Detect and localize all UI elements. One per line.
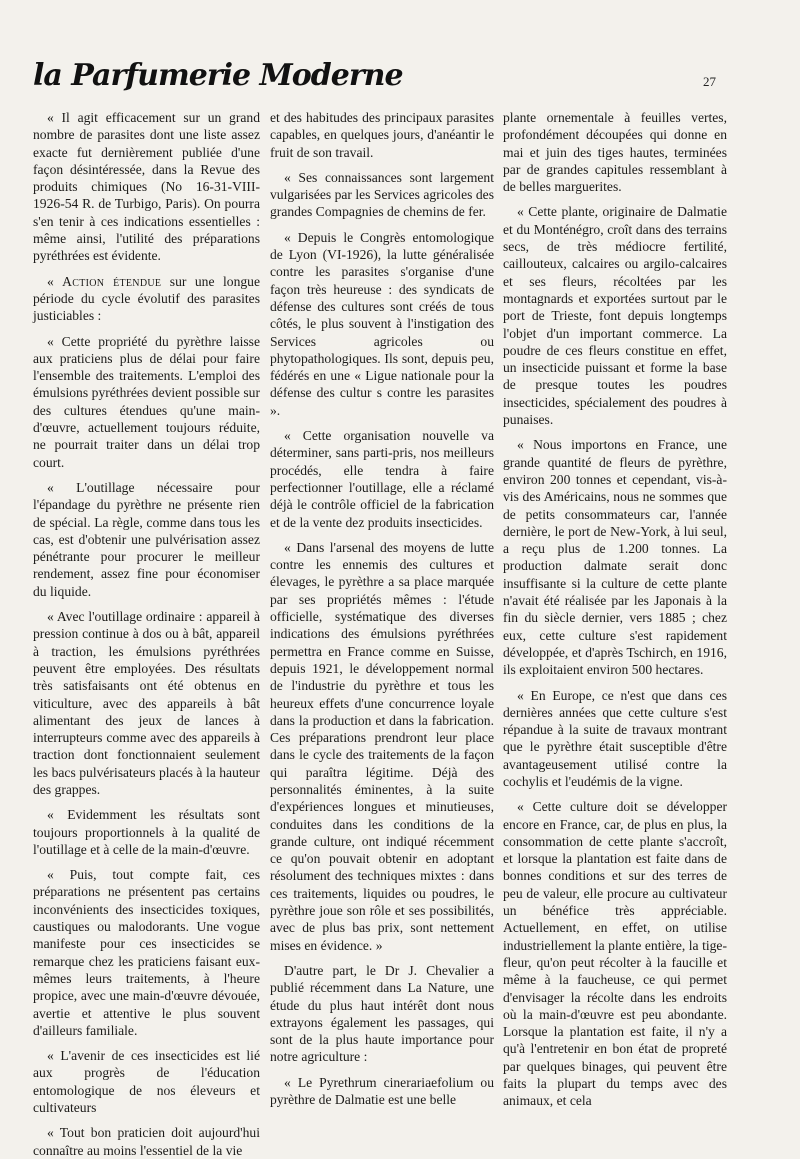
page-number: 27 <box>703 74 716 89</box>
paragraph: « En Europe, ce n'est que dans ces dernières années que cette culture s'est répandue à la suite de travaux montrant que le pyrèthre était susceptible d'être avantageusement utilisé contre la cochylis et l'eudémis de la vigne. <box>503 687 727 789</box>
paragraph-lead: « Action étendue <box>47 273 162 289</box>
paragraph: « Depuis le Congrès entomologique de Lyon (VI-1926), la lutte généralisée contre les parasites s'organise d'une façon très heureuse : des syndicats de défense des cultures sont créés de tous côtés, le plus souvent à l'instigation des Services agricoles ou phytopathologiques. Ils sont, depuis peu, fédérés en une « Ligue nationale pour la défense des cultur s contre les parasites ». <box>270 229 494 418</box>
paragraph: plante ornementale à feuilles vertes, profondément découpées qui donne en mai et juin des tiges hautes, terminées par de grandes capitules ressemblant à de belles marguerites. <box>503 110 727 195</box>
paragraph: « Le Pyrethrum cinerariaefolium ou pyrèthre de Dalmatie est une belle <box>270 1074 494 1108</box>
text-column-2 <box>270 109 494 1108</box>
journal-title: la Parfumerie Moderne <box>33 58 403 93</box>
paragraph: « Tout bon praticien doit aujourd'hui connaître au moins l'essentiel de la vie <box>33 1125 260 1158</box>
paragraph: « Cette plante, originaire de Dalmatie et du Monténégro, croît dans des terrains secs, de très médiocre fertilité, caillouteux, calcaires ou argilo-calcaires et ses fleurs, récoltées par les montagnards et exportées surtout par le port de Trieste, font depuis longtemps l'objet d'un important commerce. La poudre de ces fleurs constitue en effet, un insecticide puissant et forme la base de presque toutes les poudres insecticides, spécialement des poudres à punaises. <box>503 204 727 428</box>
paragraph: D'autre part, le Dr J. Chevalier a publié récemment dans La Nature, une étude du plus haut intérêt dont nous extrayons également les passages, qui sont de la plus haute importance pour notre agriculture : <box>270 962 494 1065</box>
paragraph: « L'avenir de ces insecticides est lié aux progrès de l'éducation entomologique de nos éleveurs et cultivateurs <box>33 1048 260 1116</box>
paragraph: « L'outillage nécessaire pour l'épandage du pyrèthre ne présente rien de spécial. La règle, comme dans tous les cas, est d'obtenir une pulvérisation assez pénétrante pour procurer le meilleur rendement, assez fine pour économiser du liquide. <box>33 479 260 599</box>
paragraph: « Evidemment les résultats sont toujours proportionnels à la qualité de l'outillage et à celle de la main-d'œuvre. <box>33 807 260 857</box>
text-column-3 <box>503 109 727 1110</box>
paragraph-body: sur une longue période du cycle évolutif des parasites justiciables : <box>33 273 260 324</box>
paragraph: et des habitudes des principaux parasites capables, en quelques jours, d'anéantir le fruit de son travail. <box>270 110 494 160</box>
paragraph <box>33 273 260 325</box>
paragraph: « Cette culture doit se développer encore en France, car, de plus en plus, la consommation de cette plante s'accroît, et lorsque la plantation est faite dans de bonnes conditions et sur des terres de peu de valeur, elle procure au cultivateur un bénéfice très appréciable. Actuellement, en effet, on utilise industriellement la plante entière, la tige-fleur, qu'on peut récolter à la faucille et même à la faucheuse, ce qui permet d'envisager la récolte dans les endroits où la main-d'œuvre est peu abondante. Lorsque la plantation est faite, il n'y a qu'à l'entretenir en bon état de propreté par quelques binages, qui peuvent être faits la plupart du temps avec des animaux, et cela <box>503 799 727 1109</box>
paragraph: « Puis, tout compte fait, ces préparations ne présentent pas certains inconvénients des insecticides toxiques, caustiques ou malodorants. Une vogue manifeste pour ces insecticides se remarque chez les praticiens faisant eux-mêmes leurs traitements, à l'heure propice, avec une main-d'œuvre dévouée, avertie et attentive le plus souvent d'ailleurs familiale. <box>33 867 260 1038</box>
paragraph: « Cette organisation nouvelle va déterminer, sans parti-pris, nos meilleurs procédés, elle tendra à faire perfectionner l'outillage, elle a réclamé déjà le contrôle officiel de la fabrication et de la vente dez produits insecticides. <box>270 428 494 530</box>
paragraph: « Cette propriété du pyrèthre laisse aux praticiens plus de délai pour faire l'ensemble des traitements. L'emploi des émulsions pyréthrées devient possible sur des cultures étendues qu'une main-d'œuvre, actuellement toujours réduite, ne pourrait traiter dans un délai trop court. <box>33 333 260 470</box>
paragraph: « Nous importons en France, une grande quantité de fleurs de pyrèthre, environ 200 tonnes et cependant, vis-à-vis des Américains, nous ne sommes que de petits consommateurs car, l'année dernière, le port de New-York, à lui seul, a reçu plus de 1.200 tonnes. La production dalmate serait donc insuffisante si la culture de cette plante n'avait été réalisée par les Japonais à la fin du siècle dernier, vers 1885 ; chez eux, cette culture s'est rapidement développée, et d'après Tschirch, en 1916, ils exploitaient environ 500 hectares. <box>503 437 727 678</box>
paragraph: « Ses connaissances sont largement vulgarisées par les Services agricoles des grandes Compagnies de chemins de fer. <box>270 169 494 220</box>
text-column-1 <box>33 109 260 1159</box>
paragraph: « Dans l'arsenal des moyens de lutte contre les ennemis des cultures et élevages, le pyrèthre a sa place marquée par ses propriétés mêmes : l'étude officielle, systématique des diverses indications des émulsions pyréthrées permettra en France comme en Suisse, depuis 1921, le développement normal de l'industrie du pyrèthre et tous les heureux effets d'une concurrence loyale dans la production et dans la fabrication. Ces préparations prendront leur place dans le cycle des traitements de la façon qui paraîtra légitime. Déjà des personnalités éminentes, à la suite d'expériences longues et minutieuses, conduites dans les conditions de la grande culture, ont indiqué récemment ce qu'on pouvait obtenir en adoptant résolument des techniques mixtes : dans ces traitements, liquides ou poudres, le pyrèthre joue son rôle et ses possibilités, avec de plus bas prix, sont nettement mises en évidence. » <box>270 539 494 953</box>
paragraph: « Il agit efficacement sur un grand nombre de parasites dont une liste assez exacte fut dernièrement publiée d'une façon désintéressée, dans la Revue des produits chimiques (No 16-31-VIII-1926-54 R. de Turbigo, Paris). On pourra s'en tenir à ces indications essentielles : même ainsi, l'utilité des préparations pyréthrées est évidente. <box>33 110 260 264</box>
paragraph: « Avec l'outillage ordinaire : appareil à pression continue à dos ou à bât, appareil à traction, les émulsions pyréthrées peuvent être employées. Des résultats très satisfaisants ont été obtenus en viticulture, avec des appareils à bât alimentant des jeux de lances à interrupteurs comme avec des appareils à traction dont fonctionnaient seulement les bacs pulvérisateurs placés à la hauteur des grappes. <box>33 609 260 797</box>
